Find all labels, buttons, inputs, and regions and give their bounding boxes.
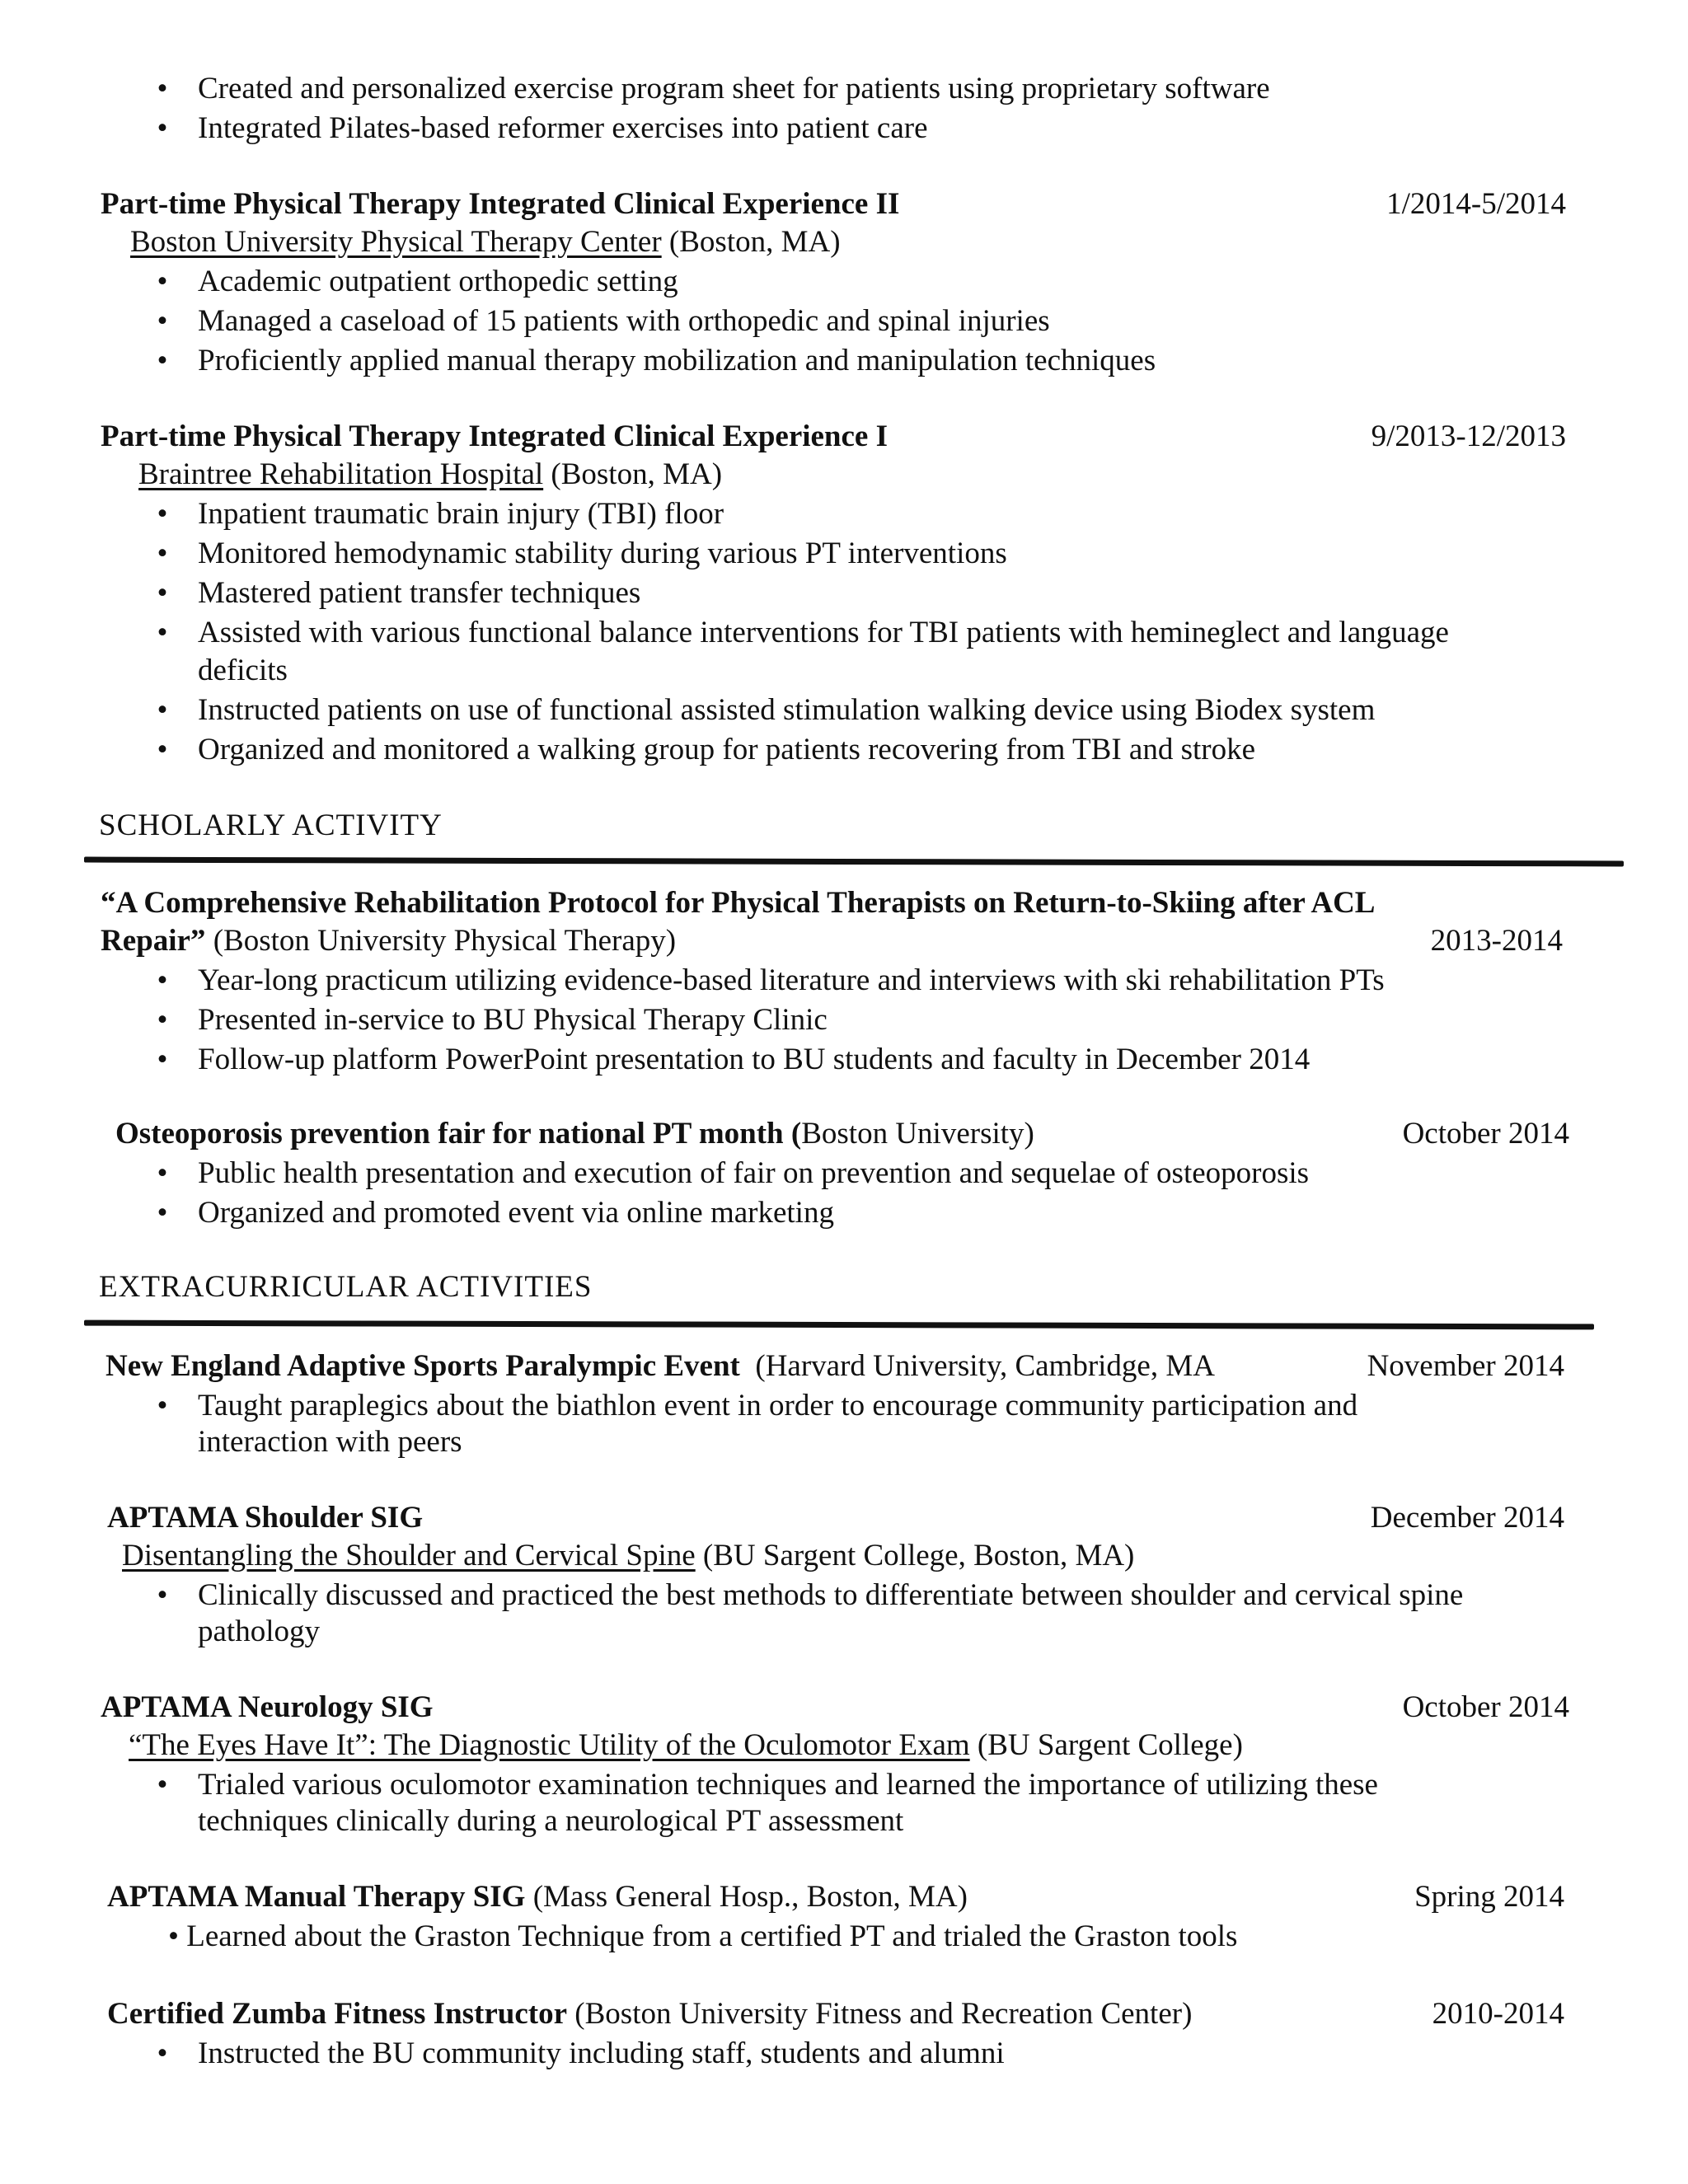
manual-date: Spring 2014 <box>1414 1880 1564 1914</box>
neuro-title: APTAMA Neurology SIG <box>101 1690 434 1724</box>
ice1-title: Part-time Physical Therapy Integrated Clinical Experience I <box>101 419 889 453</box>
osteo-bullet-list <box>150 1154 1568 1233</box>
list-item: • Instructed the BU community including staff, students and alumni <box>157 2036 1005 2070</box>
section-heading-extracurricular: EXTRACURRICULAR ACTIVITIES <box>99 1270 593 1304</box>
shoulder-date: December 2014 <box>1370 1501 1564 1535</box>
zumba-date: 2010-2014 <box>1432 1997 1564 2031</box>
list-item-continuation: interaction with peers <box>198 1425 462 1459</box>
section-divider <box>84 1320 1594 1330</box>
zumba-bullet-list <box>150 2034 1568 2074</box>
acl-org: (Boston University Physical Therapy) <box>213 924 677 958</box>
osteo-date: October 2014 <box>1402 1117 1569 1151</box>
list-item: • Presented in-service to BU Physical Therapy Clinic <box>157 1003 828 1037</box>
shoulder-subtitle: Disentangling the Shoulder and Cervical Spine (BU Sargent College, Boston, MA) <box>122 1539 1135 1572</box>
zumba-title-line: Certified Zumba Fitness Instructor (Boston University Fitness and Recreation Center) <box>107 1997 1193 2031</box>
list-item: • Academic outpatient orthopedic setting <box>157 265 678 298</box>
ice2-employer <box>130 223 841 262</box>
list-item: • Proficiently applied manual therapy mobilization and manipulation techniques <box>157 344 1156 377</box>
ice1-org: Braintree Rehabilitation Hospital <box>138 457 544 491</box>
ne-title-line: New England Adaptive Sports Paralympic Event (Harvard University, Cambridge, MA <box>106 1349 1215 1383</box>
list-item: • Taught paraplegics about the biathlon event in order to encourage community participation and <box>157 1389 1358 1422</box>
ice2-title: Part-time Physical Therapy Integrated Clinical Experience II <box>101 187 900 221</box>
ice1-date: 9/2013-12/2013 <box>1371 419 1566 453</box>
top-bullet-list <box>150 69 1568 148</box>
list-item-continuation: deficits <box>198 654 288 687</box>
acl-title-line1: “A Comprehensive Rehabilitation Protocol for Physical Therapists on Return-to-Skiing after ACL <box>101 886 1376 920</box>
list-item: • Year-long practicum utilizing evidence-based literature and interviews with ski rehabilitation PTs <box>157 963 1385 997</box>
ice2-location: (Boston, MA) <box>668 225 841 259</box>
ice1-location: (Boston, MA) <box>551 457 723 491</box>
list-item: • Mastered patient transfer techniques <box>157 576 641 610</box>
ne-date: November 2014 <box>1367 1349 1564 1383</box>
list-item: • Monitored hemodynamic stability during various PT interventions <box>157 537 1007 570</box>
list-item: • Learned about the Graston Technique from a certified PT and trialed the Graston tools <box>168 1919 1238 1953</box>
acl-title-line2: Repair” (Boston University Physical Therapy) <box>101 924 677 958</box>
ice2-date: 1/2014-5/2014 <box>1386 187 1566 221</box>
ice1-employer <box>138 455 722 494</box>
shoulder-title: APTAMA Shoulder SIG <box>107 1501 424 1535</box>
list-item: • Trialed various oculomotor examination techniques and learned the importance of utilizing these <box>157 1768 1378 1802</box>
list-item: • Organized and monitored a walking group for patients recovering from TBI and stroke <box>157 733 1255 766</box>
list-item: • Follow-up platform PowerPoint presentation to BU students and faculty in December 2014 <box>157 1043 1311 1076</box>
list-item-continuation: techniques clinically during a neurological PT assessment <box>198 1804 904 1838</box>
ice1-bullet-list <box>150 494 1568 770</box>
shoulder-bullet-list <box>150 1576 1568 1652</box>
list-item: • Organized and promoted event via online marketing <box>157 1196 834 1230</box>
list-item: • Created and personalized exercise program sheet for patients using proprietary software <box>157 72 1270 105</box>
osteo-title-line: Osteoporosis prevention fair for national PT month (Boston University) <box>115 1117 1034 1151</box>
list-item: • Assisted with various functional balance interventions for TBI patients with hemineglect and language <box>157 616 1449 649</box>
list-item: • Clinically discussed and practiced the best methods to differentiate between shoulder and cervical spine <box>157 1578 1464 1612</box>
list-item: • Managed a caseload of 15 patients with orthopedic and spinal injuries <box>157 304 1050 338</box>
list-item: • Instructed patients on use of functional assisted stimulation walking device using Biodex system <box>157 693 1376 727</box>
ne-bullet-list <box>150 1386 1568 1462</box>
list-item: • Inpatient traumatic brain injury (TBI) floor <box>157 497 724 531</box>
ice2-org: Boston University Physical Therapy Center <box>130 225 662 259</box>
neuro-subtitle: “The Eyes Have It”: The Diagnostic Utility of the Oculomotor Exam (BU Sargent College) <box>129 1728 1243 1762</box>
acl-bullet-list <box>150 961 1568 1080</box>
neuro-date: October 2014 <box>1402 1690 1569 1724</box>
list-item: • Integrated Pilates-based reformer exercises into patient care <box>157 111 928 145</box>
acl-date: 2013-2014 <box>1430 924 1563 958</box>
section-heading-scholarly: SCHOLARLY ACTIVITY <box>99 808 443 842</box>
ice2-bullet-list <box>150 262 1568 381</box>
list-item: • Public health presentation and execution of fair on prevention and sequelae of osteoporosis <box>157 1156 1310 1190</box>
section-divider <box>84 857 1624 867</box>
list-item-continuation: pathology <box>198 1615 320 1648</box>
neuro-bullet-list <box>150 1765 1568 1841</box>
manual-title-line: APTAMA Manual Therapy SIG (Mass General Hosp., Boston, MA) <box>107 1880 968 1914</box>
